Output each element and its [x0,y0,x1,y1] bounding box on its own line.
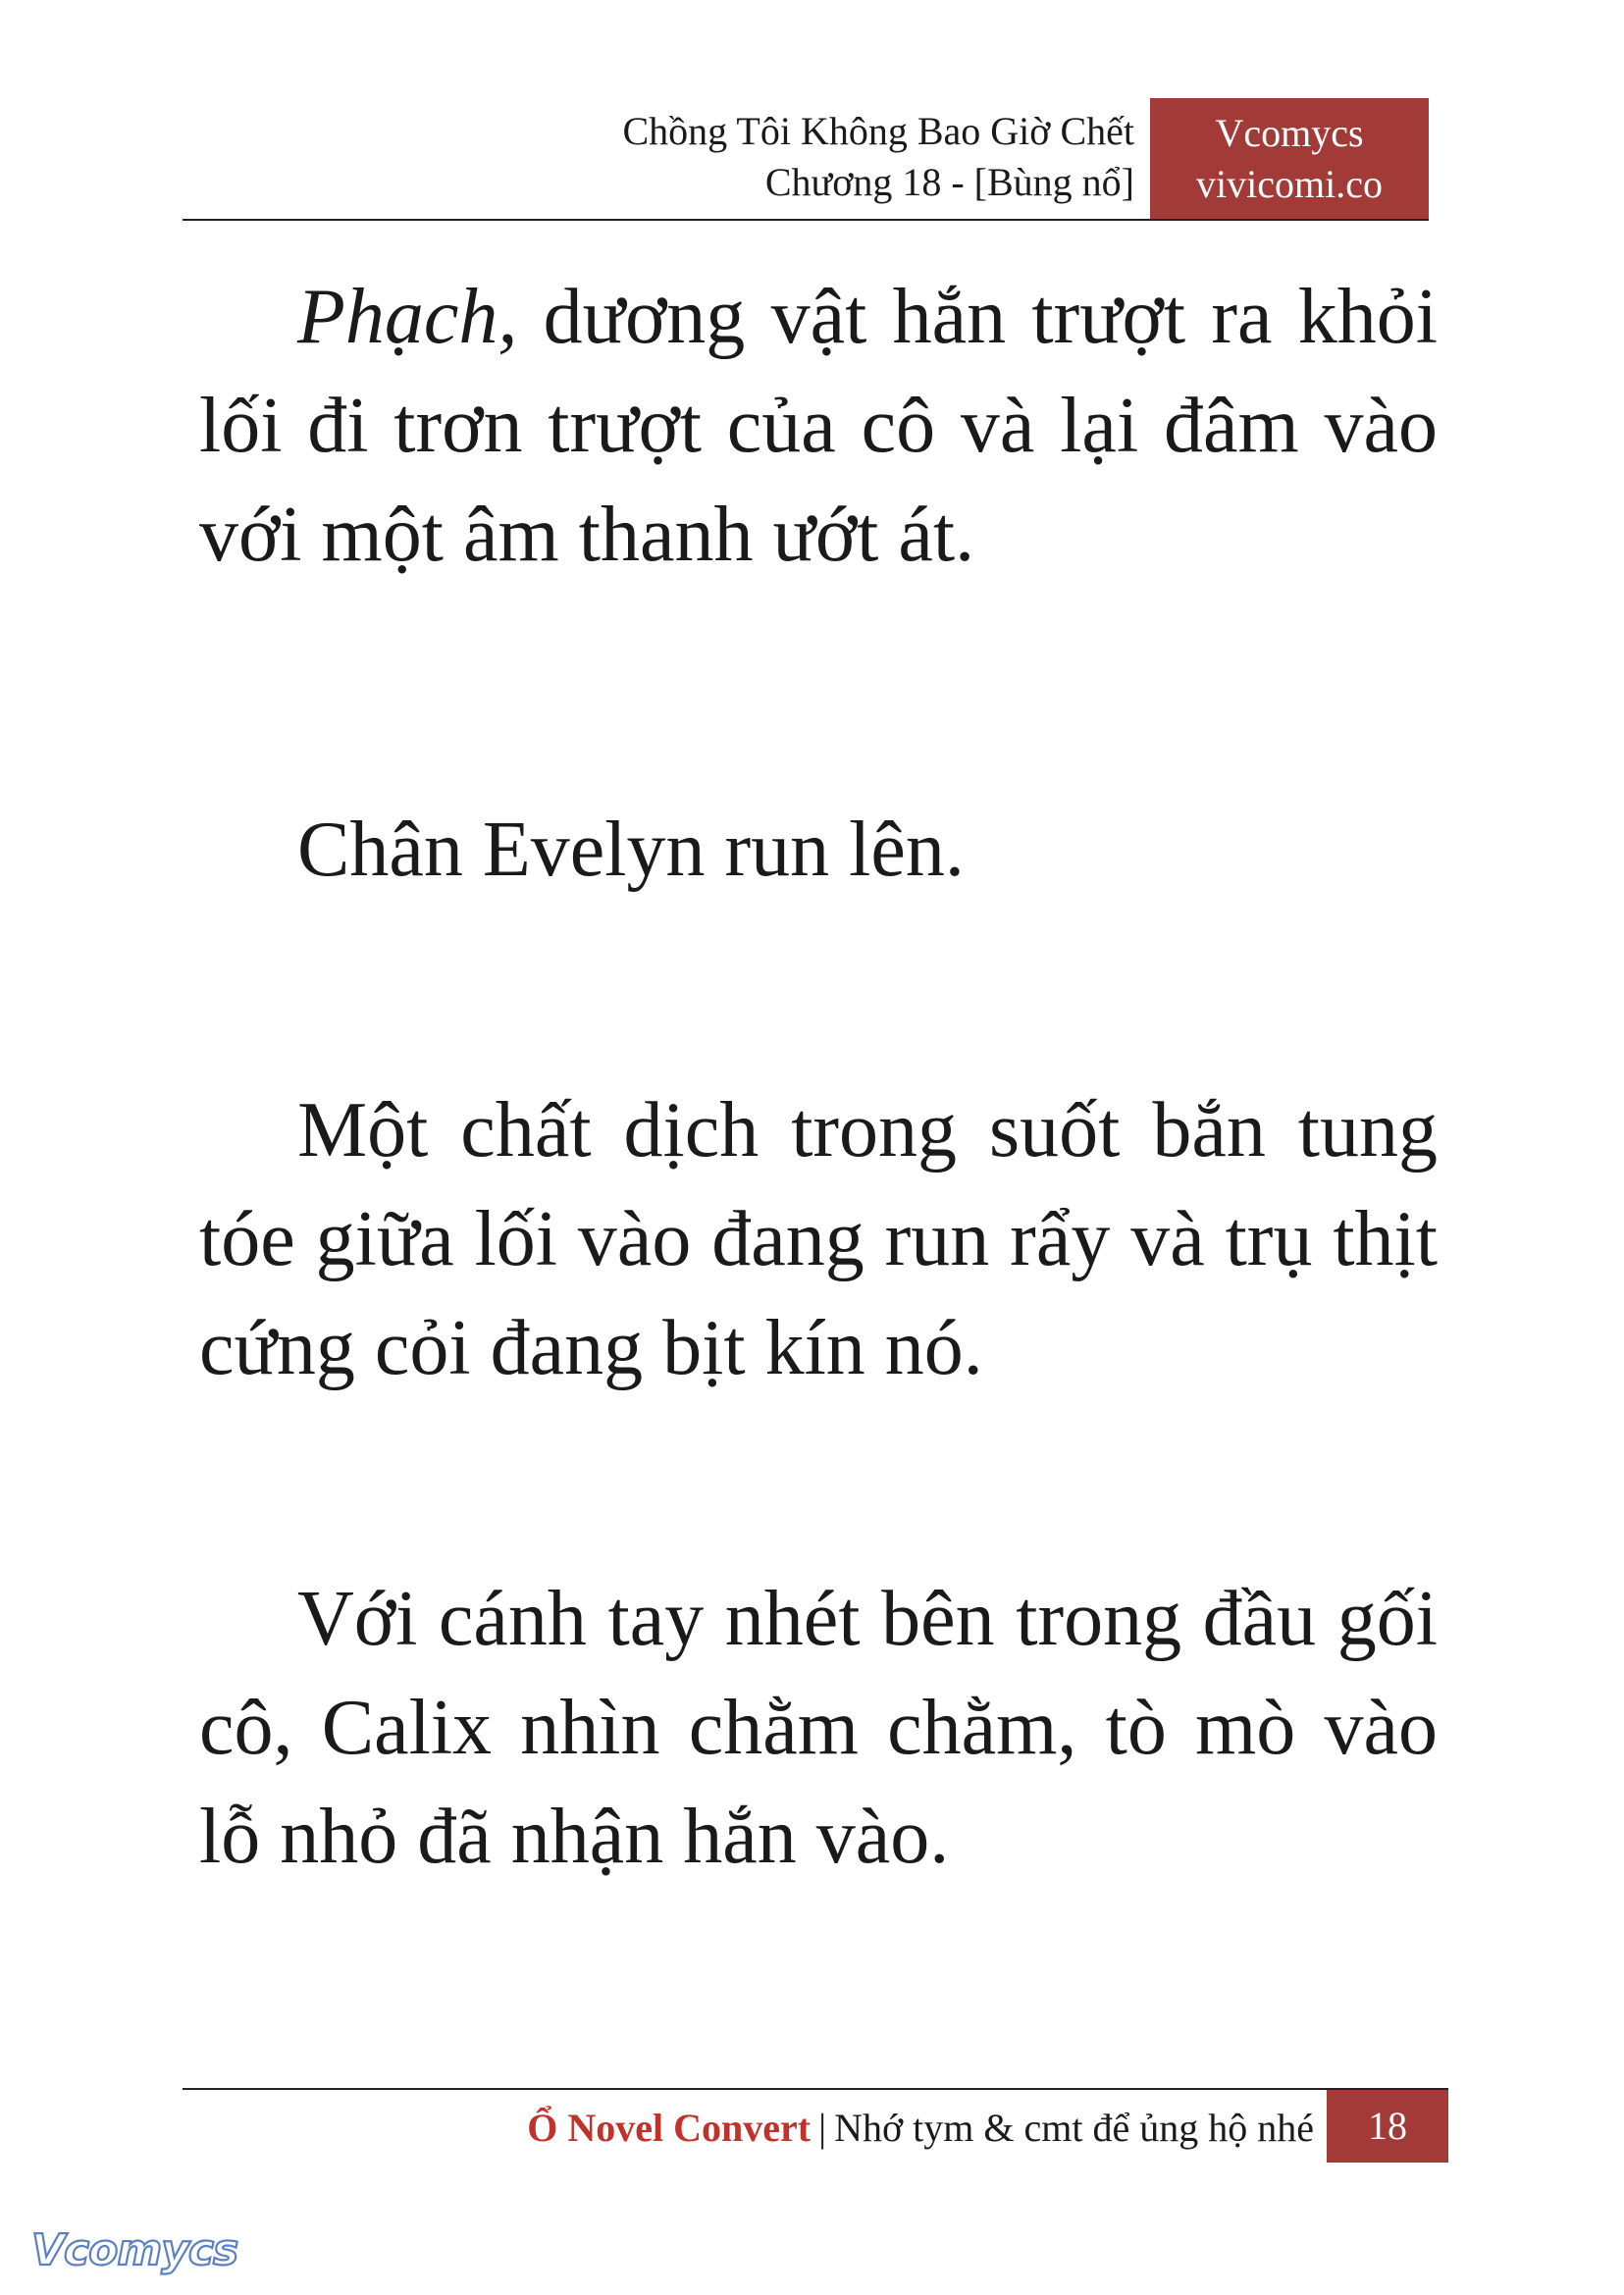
book-title: Chồng Tôi Không Bao Giờ Chết [622,109,1134,153]
site-badge [1150,98,1429,220]
paragraph [199,1076,1438,1403]
footer-message: Nhớ tym & cmt để ủng hộ nhé [834,2106,1314,2150]
site-badge-url: vivicomi.co [1196,162,1383,206]
page-number: 18 [1327,2090,1448,2163]
paragraph-text: Với cánh tay nhét bên trong đầu gối cô, Calix nhìn chằm chằm, tò mò vào lỗ nhỏ đã nhận hắn vào. [199,1576,1438,1880]
footer-separator: | [818,2106,827,2150]
watermark-logo-text: Vcomycs [31,2225,238,2275]
page-header [183,98,1429,220]
paragraph [199,796,1438,905]
chapter-title: Chương 18 - [Bùng nổ] [764,160,1134,204]
site-badge-name: Vcomycs [1215,111,1364,155]
header-divider [183,219,1429,221]
paragraph-text: Một chất dịch trong suốt bắn tung tóe giữa lối vào đang run rẩy và trụ thịt cứng cỏi đang bịt kín nó. [199,1087,1438,1391]
paragraph-lead-italic: Phạch, [297,274,518,360]
paragraph-text: Chân Evelyn run lên. [297,807,965,893]
footer-text [527,2094,1314,2163]
footer-divider [183,2088,1448,2090]
paragraph-text: dương vật hắn trượt ra khỏi lối đi trơn trượt của cô và lại đâm vào với một âm thanh ướt át. [199,274,1438,578]
paragraph [199,1565,1438,1892]
paragraph [199,263,1438,590]
footer-brand: Ổ Novel Convert [527,2106,812,2150]
vcomycs-watermark-logo [27,2219,253,2278]
chapter-body [199,263,1438,1892]
header-titles [622,106,1134,208]
